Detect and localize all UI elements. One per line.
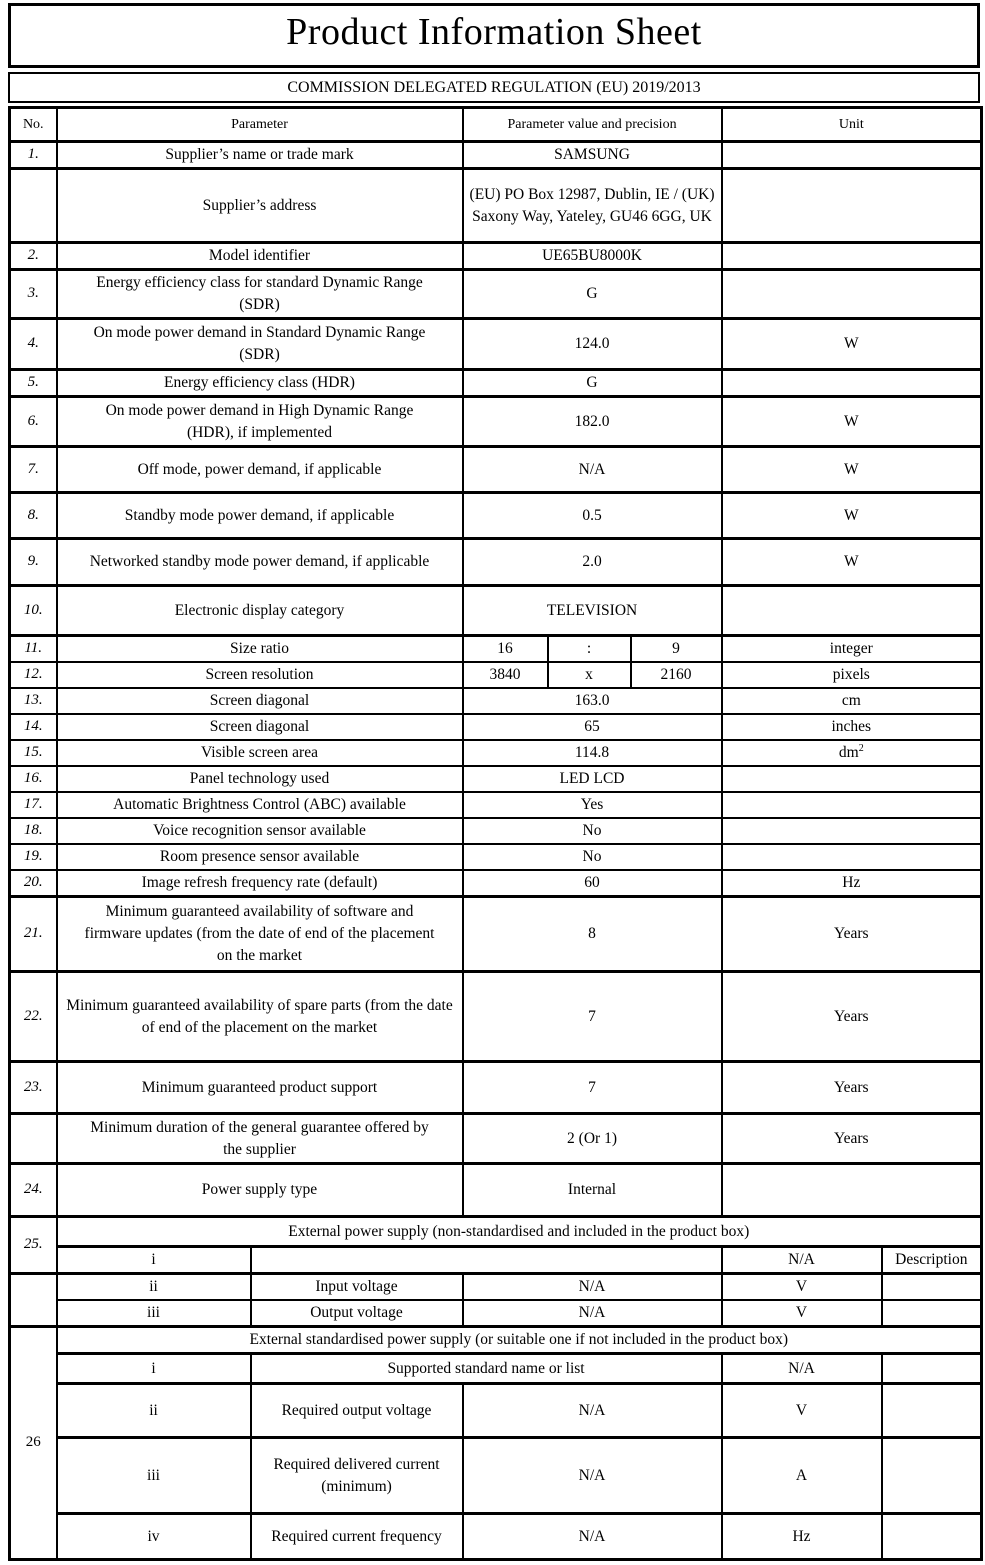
parameter-label: Input voltage (251, 1274, 463, 1301)
row-11 (10, 636, 982, 663)
parameter-value: N/A (722, 1354, 882, 1384)
sub-index: ii (57, 1384, 251, 1438)
page-title: Product Information Sheet (286, 10, 702, 53)
row-19 (10, 844, 982, 870)
parameter-label: Minimum guaranteed product support (57, 1062, 463, 1114)
row-number: 1. (10, 142, 57, 169)
parameter-value: 0.5 (463, 493, 722, 539)
unit-label (722, 142, 982, 169)
regulation-text: COMMISSION DELEGATED REGULATION (EU) 2019/2013 (287, 78, 701, 96)
unit-label: Hz (722, 1514, 882, 1560)
unit-label (722, 818, 982, 844)
row-6 (10, 397, 982, 447)
unit-note (882, 1438, 982, 1514)
unit-label (722, 1164, 982, 1217)
parameter-value: No (463, 818, 722, 844)
row-guarantee (10, 1114, 982, 1164)
sub-index: i (57, 1247, 251, 1274)
parameter-value: N/A (722, 1247, 882, 1274)
parameter-label: Voice recognition sensor available (57, 818, 463, 844)
parameter-label: Room presence sensor available (57, 844, 463, 870)
col-header-no: No. (10, 108, 57, 142)
row-number: 3. (10, 270, 57, 319)
row-25-iii (10, 1300, 982, 1327)
unit-label: inches (722, 714, 982, 740)
ratio-separator: : (548, 636, 631, 663)
unit-label (722, 586, 982, 636)
row-number: 24. (10, 1164, 57, 1217)
row-25-ii (10, 1274, 982, 1301)
row-number (10, 169, 57, 243)
parameter-label: Output voltage (251, 1300, 463, 1327)
parameter-value: LED LCD (463, 766, 722, 792)
parameter-label: Screen diagonal (57, 688, 463, 714)
sub-index: ii (57, 1274, 251, 1301)
unit-label: W (722, 397, 982, 447)
row-10 (10, 586, 982, 636)
header-row (10, 108, 982, 142)
col-header-parameter: Parameter (57, 108, 463, 142)
unit-label: Hz (722, 870, 982, 897)
unit-label (722, 169, 982, 243)
unit-label: Years (722, 1062, 982, 1114)
parameter-value: No (463, 844, 722, 870)
row-number: 7. (10, 447, 57, 493)
parameter-value: SAMSUNG (463, 142, 722, 169)
sub-index: iii (57, 1438, 251, 1514)
unit-label: Years (722, 972, 982, 1062)
parameter-label: Supplier’s address (57, 169, 463, 243)
row-4 (10, 319, 982, 370)
parameters-table (8, 106, 983, 1561)
unit-note (882, 1354, 982, 1384)
row-number: 26 (10, 1327, 57, 1560)
row-number: 25. (10, 1217, 57, 1274)
parameter-label: Electronic display category (57, 586, 463, 636)
col-header-unit: Unit (722, 108, 982, 142)
parameter-value: 114.8 (463, 740, 722, 766)
parameter-value: 65 (463, 714, 722, 740)
unit-label: W (722, 493, 982, 539)
parameter-value: 124.0 (463, 319, 722, 370)
parameter-value: Yes (463, 792, 722, 818)
row-15 (10, 740, 982, 766)
parameter-value: G (463, 270, 722, 319)
row-number (10, 1274, 57, 1327)
unit-text: dm (838, 744, 859, 761)
row-3 (10, 270, 982, 319)
unit-label (722, 270, 982, 319)
ratio-width-value: 16 (463, 636, 548, 663)
parameter-value: (EU) PO Box 12987, Dublin, IE / (UK) Saxony Way, Yateley, GU46 6GG, UK (463, 169, 722, 243)
parameter-label: Image refresh frequency rate (default) (57, 870, 463, 897)
unit-note (882, 1384, 982, 1438)
unit-note (882, 1514, 982, 1560)
parameter-value: Internal (463, 1164, 722, 1217)
row-5 (10, 370, 982, 397)
parameter-label: On mode power demand in Standard Dynamic Range (SDR) (57, 319, 463, 370)
parameter-value: N/A (463, 1384, 722, 1438)
row-26-iv (10, 1514, 982, 1560)
row-number: 14. (10, 714, 57, 740)
row-supplier-address (10, 169, 982, 243)
row-24 (10, 1164, 982, 1217)
unit-label: integer (722, 636, 982, 663)
parameter-label: Supported standard name or list (251, 1354, 722, 1384)
unit-label (722, 792, 982, 818)
parameter-label (251, 1247, 722, 1274)
row-26-i (10, 1354, 982, 1384)
unit-label: Years (722, 897, 982, 972)
parameter-value: TELEVISION (463, 586, 722, 636)
parameter-label: Size ratio (57, 636, 463, 663)
parameter-label: Visible screen area (57, 740, 463, 766)
row-26-ii (10, 1384, 982, 1438)
parameter-label: Power supply type (57, 1164, 463, 1217)
row-13 (10, 688, 982, 714)
row-number: 15. (10, 740, 57, 766)
unit-label (722, 844, 982, 870)
row-number: 13. (10, 688, 57, 714)
unit-label: V (722, 1300, 882, 1327)
parameter-value: 2.0 (463, 539, 722, 586)
parameter-value: 7 (463, 972, 722, 1062)
row-25-header (10, 1217, 982, 1247)
unit-note (882, 1300, 982, 1327)
parameter-value: N/A (463, 1514, 722, 1560)
unit-label (722, 370, 982, 397)
resolution-height-value: 2160 (631, 662, 722, 688)
row-12 (10, 662, 982, 688)
parameter-value: 8 (463, 897, 722, 972)
row-number: 6. (10, 397, 57, 447)
unit-note: Description (882, 1247, 982, 1274)
row-number: 4. (10, 319, 57, 370)
sub-index: iv (57, 1514, 251, 1560)
unit-label: V (722, 1274, 882, 1301)
row-1 (10, 142, 982, 169)
parameter-value: 2 (Or 1) (463, 1114, 722, 1164)
unit-superscript: 2 (858, 742, 864, 754)
row-18 (10, 818, 982, 844)
row-17 (10, 792, 982, 818)
parameter-label: Off mode, power demand, if applicable (57, 447, 463, 493)
parameter-label: Standby mode power demand, if applicable (57, 493, 463, 539)
row-number: 5. (10, 370, 57, 397)
unit-label (722, 740, 982, 766)
parameter-label: Panel technology used (57, 766, 463, 792)
unit-label: W (722, 539, 982, 586)
parameter-label: Supplier’s name or trade mark (57, 142, 463, 169)
parameter-label: Model identifier (57, 243, 463, 270)
row-25-i (10, 1247, 982, 1274)
parameter-label: Required current frequency (251, 1514, 463, 1560)
row-number: 16. (10, 766, 57, 792)
unit-label: Years (722, 1114, 982, 1164)
resolution-width-value: 3840 (463, 662, 548, 688)
row-9 (10, 539, 982, 586)
unit-label (722, 243, 982, 270)
regulation-box (8, 72, 980, 103)
unit-label: V (722, 1384, 882, 1438)
row-16 (10, 766, 982, 792)
parameter-value: 60 (463, 870, 722, 897)
unit-label: W (722, 319, 982, 370)
row-number: 2. (10, 243, 57, 270)
sub-index: i (57, 1354, 251, 1384)
row-number: 19. (10, 844, 57, 870)
row-21 (10, 897, 982, 972)
unit-label: pixels (722, 662, 982, 688)
parameter-label: Minimum duration of the general guarantee offered by the supplier (57, 1114, 463, 1164)
row-23 (10, 1062, 982, 1114)
parameter-value: N/A (463, 1300, 722, 1327)
parameter-value: N/A (463, 447, 722, 493)
section-header: External power supply (non-standardised and included in the product box) (57, 1217, 982, 1247)
resolution-separator: x (548, 662, 631, 688)
parameter-label: Required delivered current (minimum) (251, 1438, 463, 1514)
row-number (10, 1114, 57, 1164)
row-number: 23. (10, 1062, 57, 1114)
parameter-label: Minimum guaranteed availability of software and firmware updates (from the date of end of the placement on the market (57, 897, 463, 972)
unit-label: W (722, 447, 982, 493)
row-26-iii (10, 1438, 982, 1514)
row-number: 17. (10, 792, 57, 818)
parameter-label: Networked standby mode power demand, if applicable (57, 539, 463, 586)
row-number: 12. (10, 662, 57, 688)
row-number: 10. (10, 586, 57, 636)
parameter-label: Energy efficiency class for standard Dynamic Range (SDR) (57, 270, 463, 319)
parameter-value: 182.0 (463, 397, 722, 447)
unit-note (882, 1274, 982, 1301)
row-8 (10, 493, 982, 539)
parameter-value: G (463, 370, 722, 397)
parameter-value: 7 (463, 1062, 722, 1114)
parameter-label: Required output voltage (251, 1384, 463, 1438)
parameter-label: Automatic Brightness Control (ABC) available (57, 792, 463, 818)
parameter-value: UE65BU8000K (463, 243, 722, 270)
unit-label: A (722, 1438, 882, 1514)
title-box (8, 3, 980, 68)
parameter-value: N/A (463, 1274, 722, 1301)
col-header-value: Parameter value and precision (463, 108, 722, 142)
row-number: 8. (10, 493, 57, 539)
row-2 (10, 243, 982, 270)
row-number: 22. (10, 972, 57, 1062)
parameter-value: N/A (463, 1438, 722, 1514)
section-header: External standardised power supply (or suitable one if not included in the product box) (57, 1327, 982, 1354)
row-14 (10, 714, 982, 740)
unit-label: cm (722, 688, 982, 714)
parameter-label: Minimum guaranteed availability of spare parts (from the date of end of the placement on the market (57, 972, 463, 1062)
parameter-label: Screen resolution (57, 662, 463, 688)
row-number: 9. (10, 539, 57, 586)
row-number: 18. (10, 818, 57, 844)
row-7 (10, 447, 982, 493)
unit-label (722, 766, 982, 792)
parameter-label: Screen diagonal (57, 714, 463, 740)
parameter-label: On mode power demand in High Dynamic Range (HDR), if implemented (57, 397, 463, 447)
parameter-value: 163.0 (463, 688, 722, 714)
ratio-height-value: 9 (631, 636, 722, 663)
row-22 (10, 972, 982, 1062)
parameter-label: Energy efficiency class (HDR) (57, 370, 463, 397)
row-26-header (10, 1327, 982, 1354)
row-number: 11. (10, 636, 57, 663)
row-20 (10, 870, 982, 897)
sub-index: iii (57, 1300, 251, 1327)
row-number: 21. (10, 897, 57, 972)
row-number: 20. (10, 870, 57, 897)
